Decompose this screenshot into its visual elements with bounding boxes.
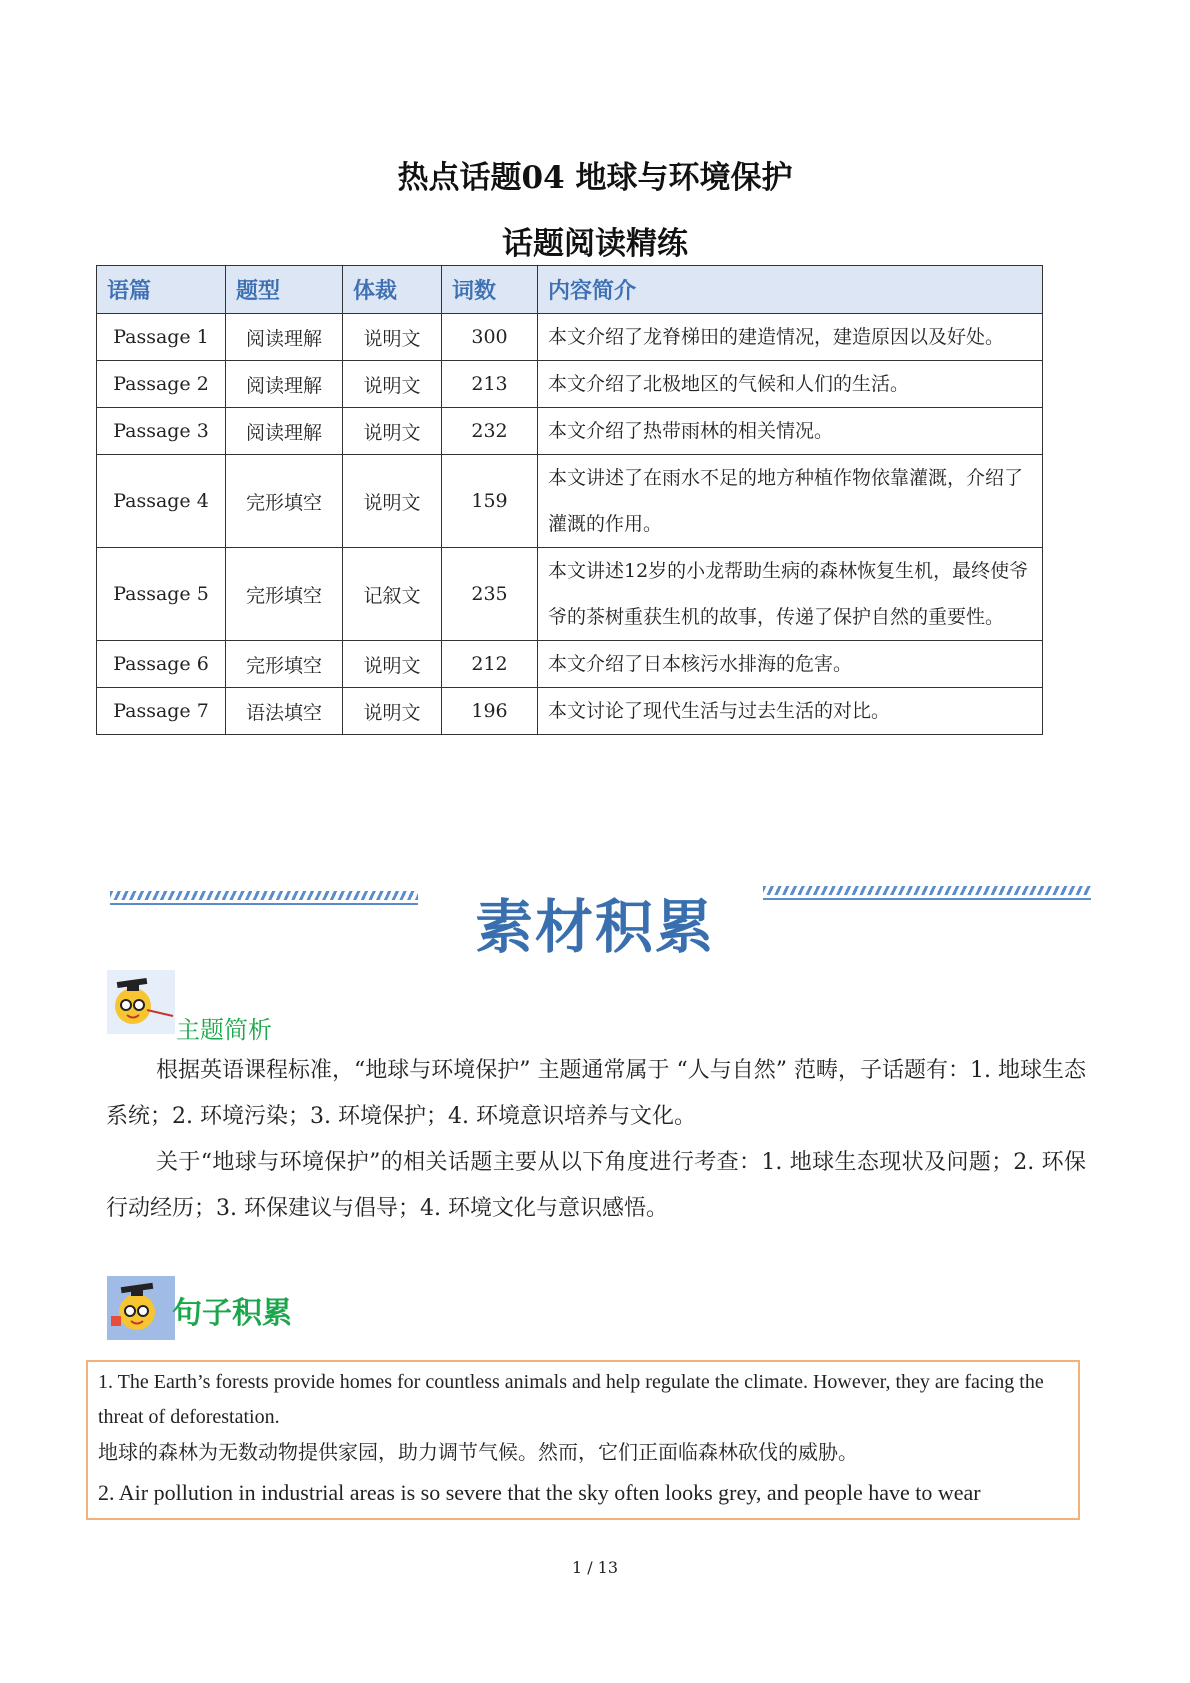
passage-cell: Passage 4 xyxy=(97,455,226,548)
column-header: 内容简介 xyxy=(538,266,1043,314)
column-header: 题型 xyxy=(226,266,343,314)
words-cell: 196 xyxy=(442,688,538,735)
type-cell: 阅读理解 xyxy=(226,361,343,408)
table-row xyxy=(97,548,1043,641)
sentence-box xyxy=(86,1360,1080,1520)
table-row xyxy=(97,408,1043,455)
column-header: 词数 xyxy=(442,266,538,314)
table-row xyxy=(97,688,1043,735)
theme-paragraph: 根据英语课程标准，“地球与环境保护” 主题通常属于 “人与自然” 范畴，子话题有：1. 地球生态系统；2. 环境污染；3. 环境保护；4. 环境意识培养与文化。 xyxy=(106,1058,1086,1129)
passage-cell: Passage 2 xyxy=(97,361,226,408)
words-cell: 232 xyxy=(442,408,538,455)
table-header-row xyxy=(97,266,1043,314)
sentence-english: 1. The Earth’s forests provide homes for countless animals and help regulate the climate. However, they are facing the threat of deforestation. xyxy=(98,1371,1044,1428)
genre-cell: 说明文 xyxy=(343,455,442,548)
words-cell: 159 xyxy=(442,455,538,548)
theme-paragraph: 关于“地球与环境保护”的相关话题主要从以下角度进行考查：1. 地球生态现状及问题；2. 环保行动经历；3. 环保建议与倡导；4. 环境文化与意识感悟。 xyxy=(106,1150,1086,1221)
genre-cell: 说明文 xyxy=(343,641,442,688)
mascot-icon xyxy=(107,1276,175,1340)
table-row xyxy=(97,361,1043,408)
words-cell: 235 xyxy=(442,548,538,641)
summary-cell: 本文介绍了日本核污水排海的危害。 xyxy=(538,641,1043,688)
column-header: 语篇 xyxy=(97,266,226,314)
passage-cell: Passage 7 xyxy=(97,688,226,735)
page-title: 热点话题04 地球与环境保护 xyxy=(397,160,793,196)
page-number: 1 / 13 xyxy=(571,1558,619,1577)
words-cell: 213 xyxy=(442,361,538,408)
genre-cell: 说明文 xyxy=(343,314,442,361)
summary-cell: 本文讨论了现代生活与过去生活的对比。 xyxy=(538,688,1043,735)
table-row xyxy=(97,641,1043,688)
mascot-icon xyxy=(107,970,175,1034)
section-heading: 素材积累 xyxy=(474,893,715,961)
table-row xyxy=(97,455,1043,548)
table-row xyxy=(97,314,1043,361)
column-header: 体裁 xyxy=(343,266,442,314)
theme-heading: 主题简析 xyxy=(176,1016,272,1044)
passage-cell: Passage 3 xyxy=(97,408,226,455)
summary-cell: 本文介绍了热带雨林的相关情况。 xyxy=(538,408,1043,455)
words-cell: 300 xyxy=(442,314,538,361)
passage-overview-table xyxy=(96,265,1043,735)
sentence-chinese: 地球的森林为无数动物提供家园，助力调节气候。然而，它们正面临森林砍伐的威胁。 xyxy=(98,1442,858,1464)
words-cell: 212 xyxy=(442,641,538,688)
summary-cell: 本文介绍了龙脊梯田的建造情况，建造原因以及好处。 xyxy=(538,314,1043,361)
sentence-heading: 句子积累 xyxy=(172,1296,292,1331)
genre-cell: 说明文 xyxy=(343,361,442,408)
type-cell: 完形填空 xyxy=(226,641,343,688)
sentence-english: 2. Air pollution in industrial areas is so severe that the sky often looks grey, and people have to wear xyxy=(98,1480,981,1505)
type-cell: 阅读理解 xyxy=(226,408,343,455)
type-cell: 完形填空 xyxy=(226,548,343,641)
summary-cell: 本文介绍了北极地区的气候和人们的生活。 xyxy=(538,361,1043,408)
genre-cell: 说明文 xyxy=(343,688,442,735)
type-cell: 阅读理解 xyxy=(226,314,343,361)
passage-cell: Passage 5 xyxy=(97,548,226,641)
passage-cell: Passage 1 xyxy=(97,314,226,361)
mascot-icon xyxy=(107,970,175,1034)
summary-cell: 本文讲述了在雨水不足的地方种植作物依靠灌溉，介绍了灌溉的作用。 xyxy=(538,455,1043,548)
genre-cell: 说明文 xyxy=(343,408,442,455)
summary-cell: 本文讲述12岁的小龙帮助生病的森林恢复生机，最终使爷爷的茶树重获生机的故事，传递了保护自然的重要性。 xyxy=(538,548,1043,641)
page-subtitle: 话题阅读精练 xyxy=(502,226,688,262)
passage-cell: Passage 6 xyxy=(97,641,226,688)
genre-cell: 记叙文 xyxy=(343,548,442,641)
type-cell: 完形填空 xyxy=(226,455,343,548)
type-cell: 语法填空 xyxy=(226,688,343,735)
mascot-icon xyxy=(107,1276,175,1340)
